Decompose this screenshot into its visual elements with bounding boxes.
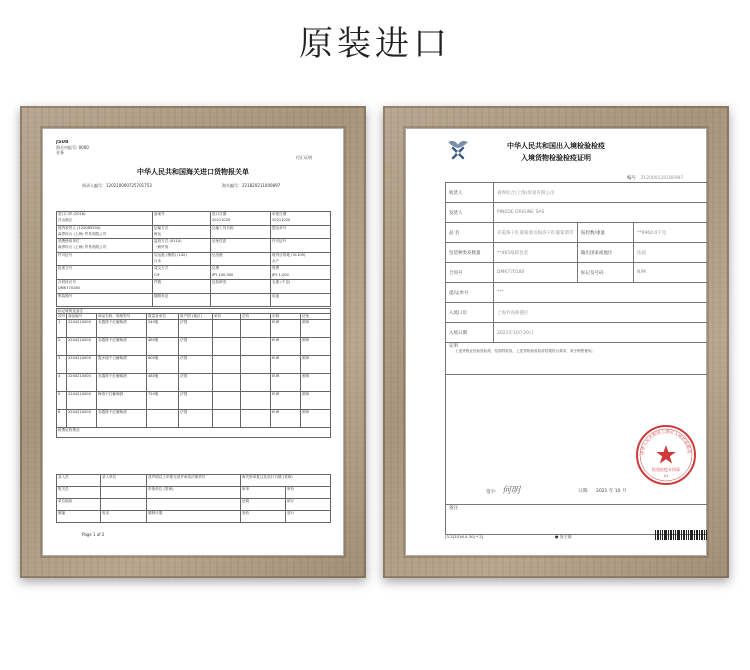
doc-code: JS08 — [56, 140, 69, 145]
goods-column-header: 单价 — [213, 314, 241, 319]
header-grid-cell: 成交方式 — [153, 266, 211, 273]
header-grid-cell — [211, 300, 271, 307]
goods-cell-code: 2204210000 — [67, 373, 97, 391]
header-grid-cell: 申报日期 — [271, 212, 331, 219]
signature: 何明 — [501, 486, 520, 496]
footer-address: 单位地址 — [57, 499, 101, 511]
header-grid-cell — [271, 245, 331, 252]
header-grid-cell: 用途 — [271, 293, 331, 300]
goods-cell-cur: EUR — [271, 373, 301, 391]
header-grid-cell: JPY 100,000 — [211, 273, 271, 280]
goods-cell-empty — [241, 373, 271, 391]
goods-cell-no: 6 — [57, 409, 67, 427]
certificate-row — [446, 303, 708, 323]
certificate-row-label-2: 报检数/重量 — [578, 223, 634, 243]
header-grid-cell — [271, 286, 331, 293]
table-row — [57, 319, 331, 337]
goods-cell-empty — [241, 391, 271, 409]
goods-cell-empty — [213, 373, 241, 391]
page-indicator: Page 1 of 2 — [82, 532, 105, 537]
barcode-icon — [655, 530, 707, 540]
header-grid-cell: CIF — [153, 273, 211, 280]
goods-cell-levy: 照章 — [301, 373, 331, 391]
header-grid-cell: JPY 1,000 — [271, 273, 331, 280]
header-grid-cell: 征免性质 — [211, 239, 271, 246]
goods-cell-no: 2 — [57, 337, 67, 355]
goods-cell-code: 2204210000 — [67, 337, 97, 355]
header-grid-cell: 消费使用单位 — [57, 239, 153, 246]
goods-cell-levy: 照章 — [301, 319, 331, 337]
certificate-row — [446, 203, 708, 223]
goods-cell-name: 赤霞珠干红葡萄酒 — [97, 319, 147, 337]
header-grid-cell — [211, 245, 271, 252]
doc-top-small-2: 业务 — [56, 150, 64, 155]
header-grid-cell: 海运 — [153, 232, 211, 239]
goods-column-header: 商品名称、规格型号 — [97, 314, 147, 319]
certificate-row-value: **465纸箱包装 — [494, 243, 578, 263]
certificate-row-label: 包装种类及数量 — [446, 243, 494, 263]
certificate-row — [446, 323, 708, 343]
goods-cell-no: 3 — [57, 355, 67, 373]
customs-declaration-frame — [20, 106, 366, 578]
goods-cell-no: 1 — [57, 319, 67, 337]
header-grid-cell: 运输工具名称 — [211, 225, 271, 232]
goods-cell-empty — [241, 337, 271, 355]
header-grid-row — [57, 212, 331, 219]
goods-cell-code: 2204210000 — [67, 391, 97, 409]
customs-footer-grid — [56, 474, 331, 523]
goods-cell-empty — [213, 319, 241, 337]
goods-column-header: 币制 — [271, 314, 301, 319]
customs-header-grid — [56, 211, 331, 307]
header-grid-cell — [57, 300, 153, 307]
goods-cell-origin: 法国 — [179, 391, 213, 409]
goods-cell-qty: 480瓶 — [147, 373, 179, 391]
stamp-number-text: 01 — [663, 474, 669, 478]
goods-header: 标记唛码及备注 — [57, 309, 331, 314]
footer-inspection: 查验 — [241, 511, 286, 523]
stamp-arc-text: 中华人民共和国上海出入境检验检疫 — [639, 428, 693, 456]
header-grid-cell: 运输方式 — [153, 225, 211, 232]
header-grid-cell: 运至港 — [211, 252, 271, 259]
header-grid-row — [57, 218, 331, 225]
certificate-row-label: 入境口岸 — [446, 303, 494, 323]
goods-cell-qty — [147, 409, 179, 427]
goods-cell-levy: 照章 — [301, 355, 331, 373]
header-grid-cell: 水户 — [271, 259, 331, 266]
footer-typist: 录入员 — [57, 475, 101, 487]
table-row — [57, 337, 331, 355]
certificate-row-label-2: 输出国家或地区 — [578, 243, 634, 263]
goods-column-header: 商品编号 — [67, 314, 97, 319]
header-grid-cell — [211, 293, 271, 300]
certificate-org-title: 中华人民共和国出入境检验检疫 — [507, 142, 605, 150]
header-grid-cell: 运费 — [211, 266, 271, 273]
certificate-row-value: 森界综合(上海)贸易有限公司 — [494, 183, 708, 203]
header-grid-cell: 森界综合 (上海) 贸易有限公司 — [57, 245, 153, 252]
header-grid-cell: DMK770180 — [57, 286, 153, 293]
goods-cell-qty: 480瓶 — [147, 337, 179, 355]
footer-phone: 电话 — [101, 511, 147, 523]
header-grid-cell: 监管方式 (0110) — [153, 239, 211, 246]
goods-cell-code: 2204210000 — [67, 409, 97, 427]
certificate-number-label: 编号 — [627, 176, 636, 181]
footer-declaring-unit: 申报单位 (签章) — [147, 487, 241, 499]
footer-release: 放行 — [286, 511, 331, 523]
goods-cell-code: 2204210000 — [67, 355, 97, 373]
header-grid-row — [57, 232, 331, 239]
footer-declaration: 兹声明以上申报无讹并承担法律责任 — [147, 475, 241, 487]
goods-cell-levy: 照章 — [301, 337, 331, 355]
goods-cell-origin: 法国 — [179, 355, 213, 373]
header-grid-cell: 进口口岸 (2018) — [57, 212, 153, 219]
header-grid-cell — [211, 232, 271, 239]
goods-column-header: 原产国 (地区) — [179, 314, 213, 319]
footer-typist-unit: 录入单位 — [101, 475, 147, 487]
goods-cell-empty — [241, 319, 271, 337]
goods-cell-name: 赤霞珠干红葡萄酒 — [97, 409, 147, 427]
header-grid-cell: 毛重 (千克) — [271, 279, 331, 286]
certificate-row-label: 合同号 — [446, 263, 494, 283]
header-grid-cell: 一般贸易 — [153, 245, 211, 252]
official-stamp-icon — [634, 423, 698, 487]
certificate-row-value: 赤霞珠干红葡萄酒及梅洛干红葡萄酒等 — [494, 223, 578, 243]
goods-cell-origin: 法国 — [179, 373, 213, 391]
header-grid-cell: 许可证号 — [57, 252, 153, 259]
stamp-bottom-text: 检验检疫专用章 — [652, 467, 680, 472]
footer-customs-approval: 海关审单批注及放行日期 (签章) — [241, 475, 331, 487]
header-grid-cell: 提运单号 — [271, 225, 331, 232]
header-grid-cell: 启运港 (梅国) (142) — [153, 252, 211, 259]
footer-statistics: 统计 — [286, 499, 331, 511]
certificate-row-value-2: **6960.0千克 — [634, 223, 708, 243]
header-grid-cell — [57, 259, 153, 266]
header-grid-row — [57, 286, 331, 293]
certificate-row-value-2: 法国 — [634, 243, 708, 263]
goods-cell-empty — [213, 409, 241, 427]
certificate-title: 入境货物检验检疫证明 — [521, 154, 591, 162]
goods-column-header: 总价 — [241, 314, 271, 319]
certificate-row-value: *** — [494, 283, 708, 303]
certificate-row-label: 品 名 — [446, 223, 494, 243]
header-grid-cell — [271, 300, 331, 307]
header-grid-cell — [153, 286, 211, 293]
customs-declaration-document — [42, 128, 344, 556]
certificate-row-value: PINEDE ORIGINE SAS — [494, 203, 708, 223]
doc-top-small-1: 海关申报号: 0000 — [56, 145, 89, 150]
header-grid-row — [57, 266, 331, 273]
certificate-row-value: DMK770180 — [494, 263, 578, 283]
goods-cell-cur: EUR — [271, 391, 301, 409]
goods-cell-levy: 照章 — [301, 409, 331, 427]
header-grid-cell: 森界综合 (上海) 贸易有限公司 — [57, 232, 153, 239]
goods-cell-empty — [213, 337, 241, 355]
goods-cell-cur: EUR — [271, 337, 301, 355]
certificate-row — [446, 283, 708, 303]
header-grid-cell — [153, 218, 211, 225]
certificate-row-label-2: 标记及号码 — [578, 263, 634, 283]
footer-tax: 征税 — [241, 499, 286, 511]
goods-cell-empty — [213, 391, 241, 409]
footer-declarer: 报关员 — [57, 487, 101, 499]
certificate-row-value: 2021年10月20日 — [494, 323, 708, 343]
header-grid-cell: 20211020 — [271, 218, 331, 225]
goods-cell-empty — [241, 409, 271, 427]
header-grid-cell: 许可证号 — [271, 239, 331, 246]
header-grid-row — [57, 279, 331, 286]
header-grid-cell: 洋山港区 — [57, 218, 153, 225]
header-grid-cell — [211, 259, 271, 266]
cert-proof-label: 证明 — [449, 344, 458, 349]
header-grid-cell: 日本 — [153, 259, 211, 266]
cert-footer-left: [3-2(2016.4.30) * 2] — [445, 534, 484, 539]
goods-cell-name: 赤霞珠干红葡萄酒 — [97, 373, 147, 391]
tax-info: 税费征收情况 — [57, 427, 331, 437]
customs-number: 海关编号：221820211000897 — [222, 183, 281, 188]
header-grid-row — [57, 239, 331, 246]
header-grid-row — [57, 259, 331, 266]
inspection-certificate-document — [405, 128, 707, 556]
table-row — [57, 373, 331, 391]
header-grid-row — [57, 273, 331, 280]
goods-cell-cur: EUR — [271, 319, 301, 337]
goods-cell-cur: EUR — [271, 409, 301, 427]
cert-footer-mid: ● 货主联 — [555, 534, 572, 539]
header-grid-row — [57, 245, 331, 252]
goods-cell-name: 梅洛干红葡萄酒 — [97, 391, 147, 409]
certificate-row-label: 入境日期 — [446, 323, 494, 343]
header-grid-cell: 件数 — [153, 279, 211, 286]
header-grid-cell — [153, 300, 211, 307]
header-grid-cell: 备案号 — [153, 212, 211, 219]
inspection-certificate-frame — [383, 106, 729, 578]
certificate-row-value: 上海外高桥港区 — [494, 303, 708, 323]
certificate-row — [446, 263, 708, 283]
goods-cell-name: 霞多丽干白葡萄酒 — [97, 355, 147, 373]
certificate-table — [445, 182, 707, 535]
certificate-number: 312000120180987 — [640, 176, 684, 181]
header-grid-cell — [57, 273, 153, 280]
footer-review: 审单 — [241, 487, 286, 499]
goods-cell-qty: 240瓶 — [147, 319, 179, 337]
goods-cell-code: 2204210000 — [67, 319, 97, 337]
goods-cell-levy: 照章 — [301, 391, 331, 409]
page-title: 原装进口 — [299, 24, 451, 64]
date-label: 日期: — [578, 489, 589, 494]
goods-column-header: 数量及单位 — [147, 314, 179, 319]
doc-tag-right: 付汇证明 — [296, 155, 312, 160]
certificate-row-label: 提/运单号 — [446, 283, 494, 303]
header-grid-cell: 保费 — [271, 266, 331, 273]
header-grid-row — [57, 252, 331, 259]
goods-cell-qty: 600瓶 — [147, 355, 179, 373]
table-row — [57, 355, 331, 373]
goods-cell-empty — [241, 355, 271, 373]
remarks-label: 备注 — [446, 505, 708, 535]
goods-column-header: 项号 — [58, 314, 66, 319]
table-row — [57, 409, 331, 427]
goods-cell-no: 4 — [57, 373, 67, 391]
sign-label: 签字: — [486, 490, 497, 495]
goods-cell-no: 5 — [57, 391, 67, 409]
header-grid-cell: 进口日期 — [211, 212, 271, 219]
certificate-row — [446, 243, 708, 263]
goods-cell-cur: EUR — [271, 355, 301, 373]
header-grid-cell: 境内收货人 (120089294) — [57, 225, 153, 232]
certificate-row — [446, 183, 708, 203]
certificate-row-label: 发货人 — [446, 203, 494, 223]
certificate-row — [446, 223, 708, 243]
customs-doc-title: 中华人民共和国海关进口货物报关单 — [137, 168, 249, 176]
date-value: 2021 年 10 月 — [595, 489, 627, 494]
footer-fill-date: 填制日期 — [147, 511, 241, 523]
header-grid-cell: 包装种类 — [211, 279, 271, 286]
pre-entry-number: 预录入编号：120210000725701753 — [82, 183, 152, 188]
header-grid-cell: 集装箱号 — [57, 293, 153, 300]
header-grid-cell: 境内目的地 (31109) — [271, 252, 331, 259]
footer-postcode: 邮编 — [57, 511, 101, 523]
table-row — [57, 391, 331, 409]
header-grid-cell — [271, 232, 331, 239]
goods-column-header: 征免 — [301, 314, 331, 319]
header-grid-cell: 批准文号 — [57, 266, 153, 273]
header-grid-row — [57, 293, 331, 300]
header-grid-cell — [211, 286, 271, 293]
goods-cell-qty: 720瓶 — [147, 391, 179, 409]
certificate-row-value-2: N/M — [634, 263, 708, 283]
goods-cell-origin: 法国 — [179, 337, 213, 355]
goods-table — [56, 308, 331, 438]
header-grid-row — [57, 225, 331, 232]
goods-cell-empty — [213, 355, 241, 373]
header-grid-cell: 合同协议号 — [57, 279, 153, 286]
goods-cell-name: 赤霞珠干红葡萄酒 — [97, 337, 147, 355]
goods-cell-origin: 法国 — [179, 409, 213, 427]
header-grid-row — [57, 300, 331, 307]
certificate-row-label: 收货人 — [446, 183, 494, 203]
cert-proof-text: 上述货物业经检验检疫，经抽样检验，上述货物检验检疫结果符合要求，准予销售使用。 — [455, 349, 596, 353]
goods-cell-origin: 法国 — [179, 319, 213, 337]
header-grid-cell: 随附单证 — [153, 293, 211, 300]
footer-price-review: 审价 — [286, 487, 331, 499]
header-grid-cell: 20211020 — [211, 218, 271, 225]
